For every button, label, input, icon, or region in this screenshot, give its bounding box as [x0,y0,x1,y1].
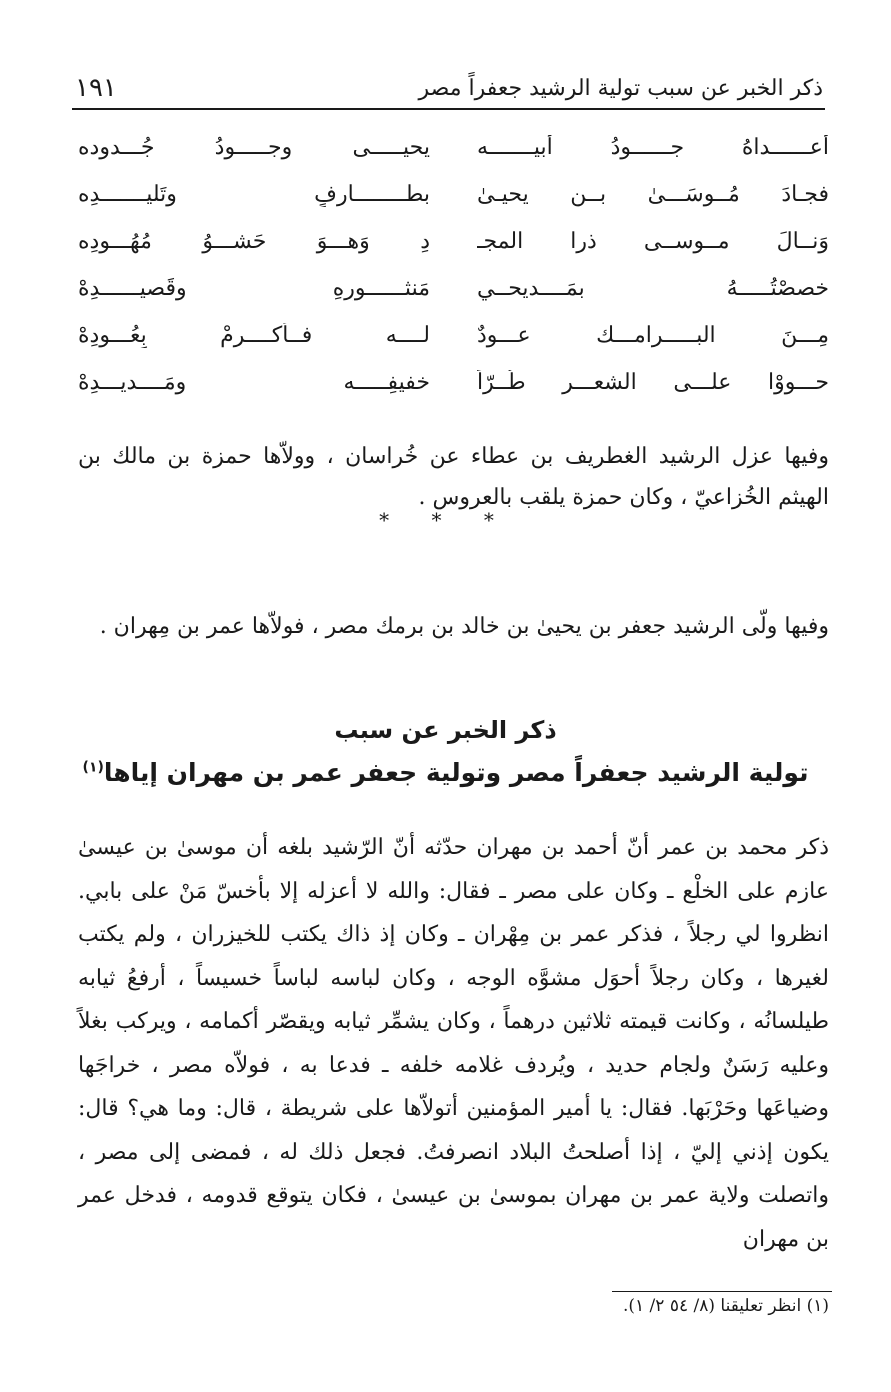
footnote-reference[interactable]: (١) [82,759,104,776]
verse-line [78,312,829,359]
verse-first-hemistich: فجـادَ مُــوسَـــىٰ بــن يحيـىٰ [477,182,829,207]
running-title: ذكر الخبر عن سبب تولية الرشيد جعفراً مصر [418,75,823,101]
verse-second-hemistich: خفيفِـــــه ومَــــديـــدِهْ [78,370,430,395]
verse-first-hemistich: مِـــنَ البـــــرامـــك عـــودٌ [477,323,829,348]
verse-second-hemistich: لــــه فــأَكــــرِمْ بِعُـــودِهْ [78,323,430,348]
poem-verses [78,124,829,406]
paragraph-egypt-appointment: وفيها ولّى الرشيد جعفر بن يحيىٰ بن خالد بن برمك مصر ، فولاّها عمر بن مِهران . [99,614,829,639]
verse-second-hemistich: مَنثــــــورِهِ وقَصيــــــدِهْ [78,276,430,301]
verse-first-hemistich: خصصْتُـــــهُ بمَــــديحــي [477,276,829,301]
verse-line [78,265,829,312]
verse-second-hemistich: بطــــــــارفٍ وتَليـــــــدِه [78,182,430,207]
verse-line [78,124,829,171]
section-title-line2 [62,758,829,787]
verse-line [78,359,829,406]
running-header [75,70,823,106]
section-title-line1: ذكر الخبر عن سبب [334,716,557,744]
header-rule [72,108,825,110]
verse-first-hemistich: أَعــــــداهُ جــــــودُ أَبيـــــــه [477,135,829,160]
paragraph-khurasan: وفيها عزل الرشيد الغطريف بن عطاء عن خُراسان ، وولاّها حمزة بن مالك بن الهيثم الخُزاعيّ ، وكان حمزة يلقب بالعروس . [78,444,829,510]
verse-first-hemistich: وَنــالَ مــوســى ذرا المجـ [477,229,829,254]
verse-line [78,171,829,218]
footnote: (١) انظر تعليقنا (٨/ ٥٤ ٢/ ١). [622,1296,829,1316]
verse-second-hemistich: يحيـــــى وجـــــودُ جُـــدوده [78,135,430,160]
section-title-text: تولية الرشيد جعفراً مصر وتولية جعفر عمر بن مهران إياها [103,758,809,787]
verse-first-hemistich: حـــووْا علـــى الشعـــر طُــرّاً [477,370,829,395]
section-separator-stars: * * * [379,508,512,532]
paragraph-narrative: ذكر محمد بن عمر أنّ أحمد بن مهران حدّثه أنّ الرّشيد بلغه أن موسىٰ بن عيسىٰ عازم على الخلْع ـ وكان على مصر ـ فقال: والله لا أعزله إلا بأخسّ مَنْ على بابي. انظروا لي رجلاً ، فذكر عمر بن مِهْران ـ وكان إذ ذاك يكتب للخيزران ، ولم يكتب لغيرها ، وكان رجلاً أحوَل مشوَّه الوجه ، وكان لباسه لباساً خسيساً ، أرفعُ ثيابه طيلسانُه ، وكانت قيمته ثلاثين درهماً ، وكان يشمِّر ثيابه ويقصّر أكمامه ، ويركب بغلاً وعليه رَسَنٌ ولجام حديد ، ويُردف غلامه خلفه ـ فدعا به ، فولاّه مصر ، خراجَها وضياعَها وحَرْبَها. فقال: يا أمير المؤمنين أتولاّها على شريطة ، قال: وما هي؟ قال: يكون إذني إليّ ، إذا أصلحتُ البلاد انصرفتُ. فجعل ذلك له ، فمضى إلى مصر ، واتصلت ولاية عمر بن مهران بموسىٰ بن عيسىٰ ، فكان يتوقع قدومه ، فدخل عمر بن مهران [78,835,829,1252]
page-number: ١٩١ [75,73,117,103]
verse-second-hemistich: دِ وَهـــوَ حَشـــوُ مُهُـــودِه [78,229,430,254]
verse-line [78,218,829,265]
